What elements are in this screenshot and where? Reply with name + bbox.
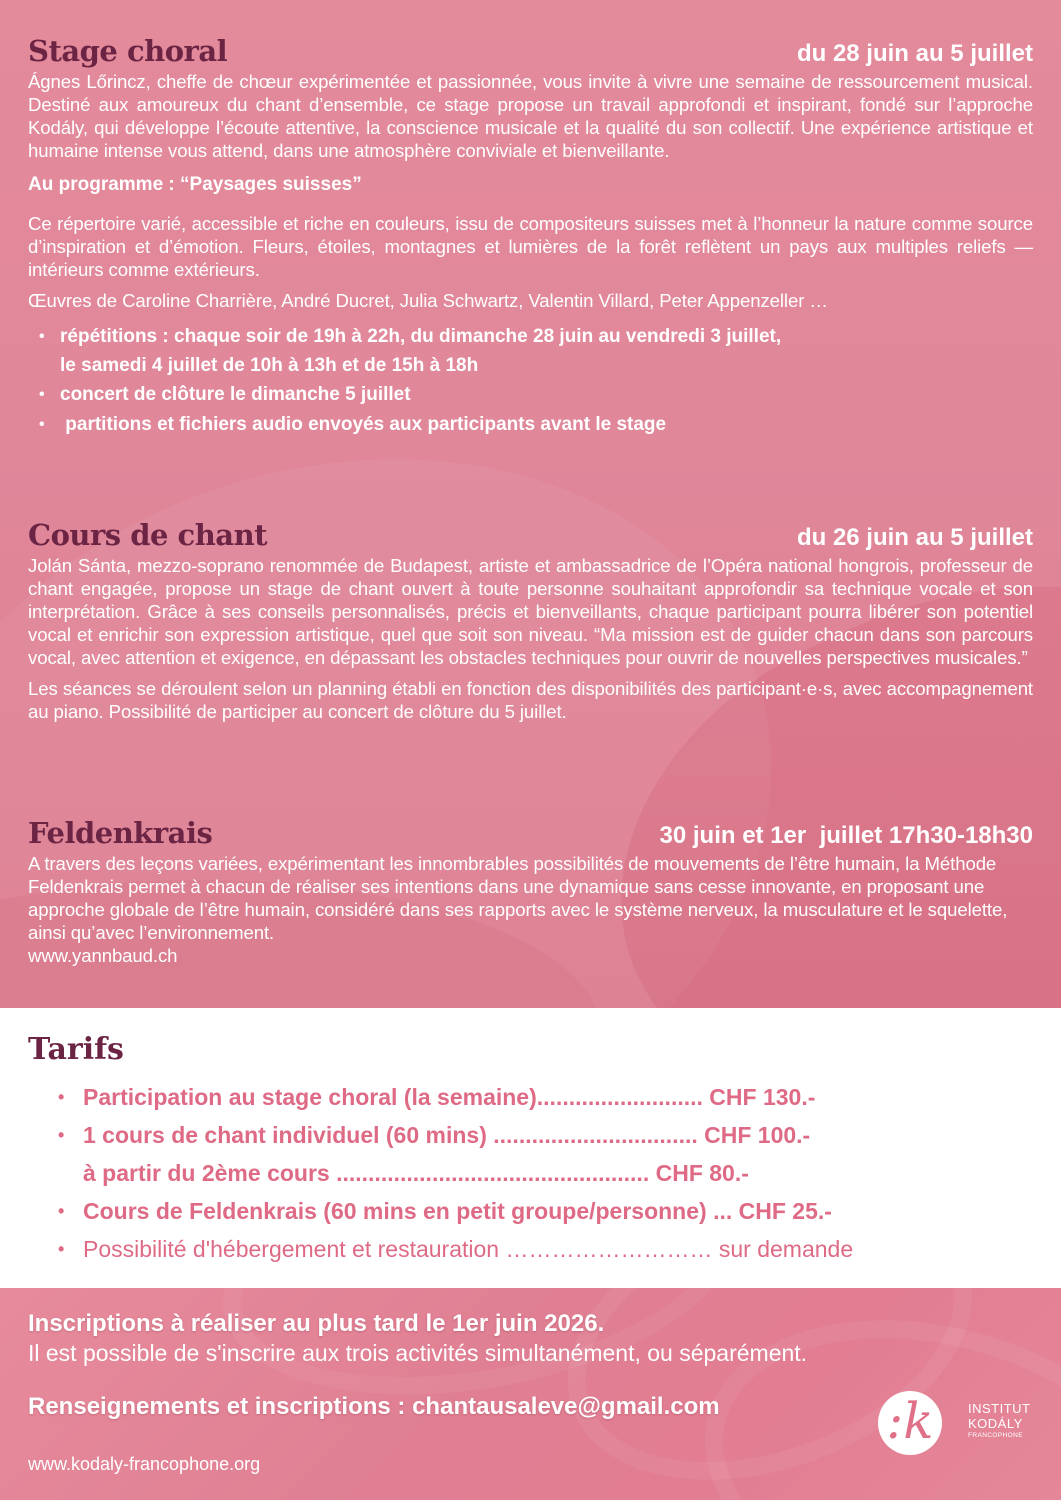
price-item — [58, 1078, 1038, 1116]
section-title: Feldenkrais — [28, 816, 213, 850]
price-item-text: Cours de Feldenkrais (60 mins en petit groupe/personne) ... CHF 25.- — [83, 1198, 832, 1224]
program-text: Ce répertoire varié, accessible et riche en couleurs, issu de compositeurs suisses met à l’honneur la nature comme source d’inspiration et d’émotion. Fleurs, étoiles, montagnes et lumières de la forêt reflètent un pays aux multiples reliefs — intérieurs comme extérieurs. — [28, 213, 1033, 280]
section-header — [28, 518, 1033, 552]
logo-text — [968, 1401, 1031, 1441]
bullet-icon: • — [58, 1201, 65, 1221]
contact-text[interactable]: Renseignements et inscriptions : chantausaleve@gmail.com — [28, 1393, 720, 1420]
section-date: du 26 juin au 5 juillet — [796, 524, 1033, 551]
section-date: du 28 juin au 5 juillet — [796, 40, 1033, 67]
price-item — [58, 1230, 1038, 1268]
stage-choral-section — [28, 34, 1033, 440]
price-item — [58, 1154, 1038, 1192]
price-item-text: Possibilité d'hébergement et restauration ……………………… sur demande — [83, 1236, 854, 1262]
list-item — [28, 410, 1033, 440]
section-header — [28, 816, 1033, 850]
price-list — [58, 1078, 1038, 1268]
list-item-text: répétitions : chaque soir de 19h à 22h, du dimanche 28 juin au vendredi 3 juillet, — [60, 326, 782, 347]
deadline-text: Inscriptions à réaliser au plus tard le 1er juin 2026. — [28, 1310, 605, 1337]
list-item — [28, 380, 1033, 410]
kodaly-logo — [878, 1391, 942, 1455]
website-link[interactable]: www.kodaly-francophone.org — [28, 1454, 261, 1474]
footer-panel — [0, 1288, 1061, 1500]
section-title: Cours de chant — [28, 518, 268, 552]
registration-note: Il est possible de s'inscrire aux trois activités simultanément, ou séparément. — [28, 1340, 808, 1366]
program-heading: Au programme : “Paysages suisses” — [28, 174, 362, 195]
section-intro: Jolán Sánta, mezzo-soprano renommée de Budapest, artiste et ambassadrice de l’Opéra national hongrois, professeur de chant engagée, propose un stage de chant ouvert à toute personne souhaitant approfondir sa technique vocale et son interprétation. Grâce à ses conseils personnalisés, précis et bienveillants, chaque participant pourra libérer son potentiel vocal et enrichir son expression artistique, quel que soit son niveau. “Ma mission est de guider chacun dans son parcours vocal, avec attention et exigence, en dépassant les obstacles techniques pour ouvrir de nouvelles perspectives musicales.” — [28, 555, 1033, 668]
list-item-text: le samedi 4 juillet de 10h à 13h et de 15h à 18h — [60, 355, 479, 376]
price-item-text: 1 cours de chant individuel (60 mins) ................................ CHF 100.- — [83, 1122, 811, 1148]
section-intro: Ágnes Lőrincz, cheffe de chœur expérimentée et passionnée, vous invite à vivre une semaine de ressourcement musical. Destiné aux amoureux du chant d’ensemble, ce stage propose un travail approfondi et inspirant, fondé sur l’approche Kodály, qui développe l’écoute attentive, la conscience musicale et la qualité du son collectif. Une expérience artistique et humaine intense vous attend, dans une atmosphère conviviale et bienveillante. — [28, 71, 1033, 161]
logo-line: FRANCOPHONE — [968, 1432, 1023, 1439]
bullet-icon: • — [58, 1125, 65, 1145]
section-details: Les séances se déroulent selon un planning établi en fonction des disponibilités des participant·e·s, avec accompagnement au piano. Possibilité de participer au concert de clôture du 5 juillet. — [28, 678, 1033, 722]
list-item-text: partitions et fichiers audio envoyés aux participants avant le stage — [60, 414, 667, 435]
logo-line: KODÁLY — [968, 1416, 1023, 1431]
price-item-text: Participation au stage choral (la semaine).......................... CHF 130.- — [83, 1084, 816, 1110]
tarifs-title: Tarifs — [28, 1032, 124, 1067]
list-item-text: concert de clôture le dimanche 5 juillet — [60, 384, 411, 405]
works-list: Œuvres de Caroline Charrière, André Ducret, Julia Schwartz, Valentin Villard, Peter Appenzeller … — [28, 290, 828, 311]
section-intro: A travers des leçons variées, expérimentant les innombrables possibilités de mouvements de l’être humain, la Méthode Feldenkrais permet à chacun de réaliser ses intentions dans une dynamique sans cesse innovante, en proposant une approche globale de l’être humain, considéré dans ses rapports avec le système nerveux, la musculature et le squelette, ainsi qu’avec l’environnement. — [28, 853, 1008, 943]
feldenkrais-section — [28, 816, 1033, 967]
price-item — [58, 1116, 1038, 1154]
list-item — [28, 322, 1033, 380]
tarifs-section — [0, 1008, 1061, 1288]
cours-chant-section — [28, 518, 1033, 723]
bullet-icon: • — [58, 1239, 65, 1259]
schedule-list — [28, 322, 1033, 440]
section-title: Stage choral — [28, 34, 228, 68]
price-item — [58, 1192, 1038, 1230]
logo-line: INSTITUT — [968, 1401, 1031, 1416]
section-header — [28, 34, 1033, 68]
price-item-text: à partir du 2ème cours ................................................. CHF 80.- — [83, 1160, 749, 1186]
bullet-icon: • — [58, 1087, 65, 1107]
feldenkrais-link[interactable]: www.yannbaud.ch — [28, 945, 178, 966]
kodaly-k-icon: :k — [886, 1392, 934, 1450]
section-date: 30 juin et 1er juillet 17h30-18h30 — [659, 822, 1033, 849]
